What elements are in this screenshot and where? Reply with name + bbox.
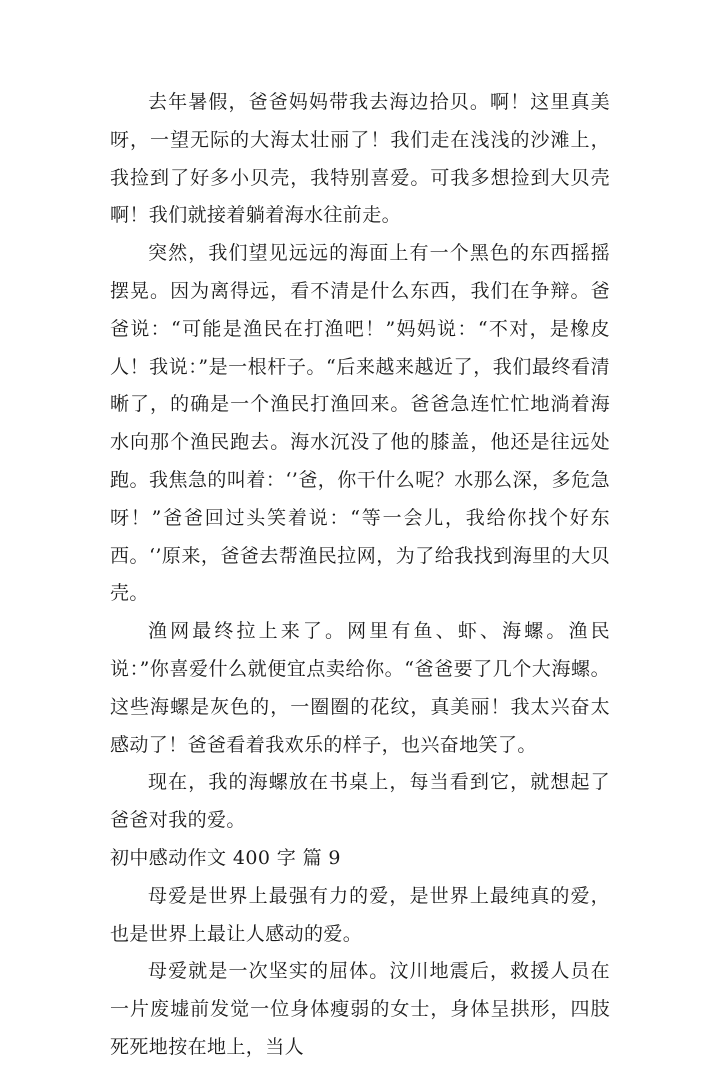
paragraph-earthquake: 母爱就是一次坚实的屈体。汶川地震后，救援人员在一片废墟前发觉一位身体瘦弱的女士，身体呈拱形，四肢死死地按在地上，当人 — [110, 960, 610, 1058]
paragraph-conch: 现在，我的海螺放在书桌上，每当看到它，就想起了爸爸对我的爱。 — [110, 771, 610, 832]
paragraph-fisherman: 突然，我们望见远远的海面上有一个黑色的东西摇摇摆晃。因为离得远，看不清是什么东西，我们在争辩。爸爸说：“可能是渔民在打渔吧！”妈妈说：“不对，是橡皮人！我说：”是一根杆子。“后来越来越近了，我们最终看清晰了，的确是一个渔民打渔回来。爸爸急连忙忙地淌着海水向那个渔民跑去。海水沉没了他的膝盖，他还是往远处跑。我焦急的叫着：‘’爸，你干什么呢？水那么深，多危急呀！”爸爸回过头笑着说：“等一会儿，我给你找个好东西。‘’原来，爸爸去帮渔民拉网，为了给我找到海里的大贝壳。 — [110, 242, 610, 605]
section-heading: 初中感动作文 400 字 篇 9 — [110, 846, 341, 869]
paragraph-net: 渔网最终拉上来了。网里有鱼、虾、海螺。渔民说：”你喜爱什么就便宜点卖给你。“爸爸要了几个大海螺。这些海螺是灰色的，一圈圈的花纹，真美丽！我太兴奋太感动了！爸爸看着我欢乐的样子，也兴奋地笑了。 — [110, 620, 610, 756]
essay-body — [110, 84, 610, 1067]
paragraph-motherly-love: 母爱是世界上最强有力的爱，是世界上最纯真的爱，也是世界上最让人感动的爱。 — [110, 884, 610, 945]
paragraph-beach: 去年暑假，爸爸妈妈带我去海边拾贝。啊！这里真美呀，一望无际的大海太壮丽了！我们走在浅浅的沙滩上，我捡到了好多小贝壳，我特别喜爱。可我多想捡到大贝壳啊！我们就接着躺着海水往前走。 — [110, 91, 610, 227]
